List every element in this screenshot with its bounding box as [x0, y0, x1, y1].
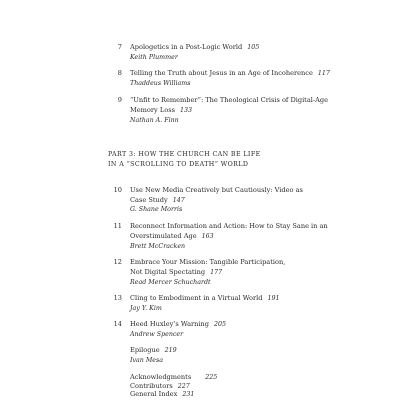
chapter-number: 11	[113, 222, 122, 230]
chapter-title-line: Cling to Embodiment in a Virtual World	[130, 293, 263, 302]
chapter-title	[130, 69, 330, 78]
chapter-title-line: Apologetics in a Post-Logic World	[130, 42, 243, 51]
chapter-number: 13	[113, 294, 122, 302]
chapter-number: 9	[117, 96, 122, 104]
chapter-title	[130, 258, 285, 277]
chapter-page: 163	[201, 232, 214, 240]
chapter-title-line: Telling the Truth about Jesus in an Age of Incoherence	[130, 68, 313, 77]
part-heading-line: IN A “SCROLLING TO DEATH” WORLD	[108, 160, 249, 168]
chapter-title	[130, 43, 259, 52]
chapter-author: Read Mercer Schuchardt	[130, 279, 211, 286]
chapter-title-line: Reconnect Information and Action: How to Stay Sane in an	[130, 221, 328, 230]
chapter-title	[130, 186, 303, 205]
chapter-author: Nathan A. Finn	[130, 117, 179, 124]
chapter-title-line: Case Study	[130, 195, 168, 204]
chapter-title	[130, 320, 226, 329]
chapter-number: 14	[113, 320, 122, 328]
back-matter-title: Acknowledgments	[130, 373, 192, 381]
chapter-author: Keith Plummer	[130, 54, 178, 61]
chapter-title-line: Overstimulated Age	[130, 231, 197, 240]
chapter-page: 117	[317, 69, 330, 77]
part-heading	[108, 150, 261, 169]
chapter-page: 133	[179, 106, 192, 114]
epilogue-author: Ivan Mesa	[130, 357, 164, 364]
chapter-title-line: Not Digital Spectating	[130, 267, 206, 276]
chapter-author: G. Shane Morris	[130, 206, 183, 213]
back-matter-page: 231	[182, 391, 195, 398]
chapter-title-line: Use New Media Creatively but Cautiously: Video as	[130, 185, 303, 194]
chapter-page: 105	[247, 43, 260, 51]
chapter-title-line: Embrace Your Mission: Tangible Participation,	[130, 257, 286, 266]
epilogue-label: Epilogue	[130, 346, 160, 354]
chapter-number: 10	[113, 186, 122, 194]
epilogue-page: 219	[164, 347, 177, 354]
chapter-title	[130, 96, 328, 115]
chapter-page: 147	[172, 196, 185, 204]
chapter-number: 12	[113, 258, 122, 266]
chapter-number: 8	[117, 69, 122, 77]
chapter-author: Thaddeus Williams	[130, 80, 191, 87]
epilogue-title	[130, 346, 177, 355]
chapter-page: 205	[214, 320, 227, 328]
chapter-author: Andrew Spencer	[130, 331, 184, 338]
chapter-title-line: Memory Loss	[130, 105, 175, 114]
chapter-author: Brett McCracken	[130, 243, 186, 250]
chapter-title	[130, 294, 280, 303]
back-matter-page: 225	[205, 374, 218, 381]
chapter-title-line: “Unfit to Remember”: The Theological Crisis of Digital-Age	[130, 95, 328, 104]
chapter-number: 7	[117, 43, 122, 51]
chapter-author: Jay Y. Kim	[130, 305, 162, 312]
back-matter-title: Contributors	[130, 381, 173, 390]
back-matter-page: 227	[177, 382, 190, 390]
back-matter-title: General Index	[130, 390, 178, 398]
chapter-title	[130, 222, 328, 241]
chapter-title-line: Heed Huxley’s Warning	[130, 319, 210, 328]
part-heading-line: PART 3: HOW THE CHURCH CAN BE LIFE	[108, 151, 261, 158]
chapter-page: 177	[210, 268, 223, 276]
chapter-page: 191	[267, 294, 280, 302]
